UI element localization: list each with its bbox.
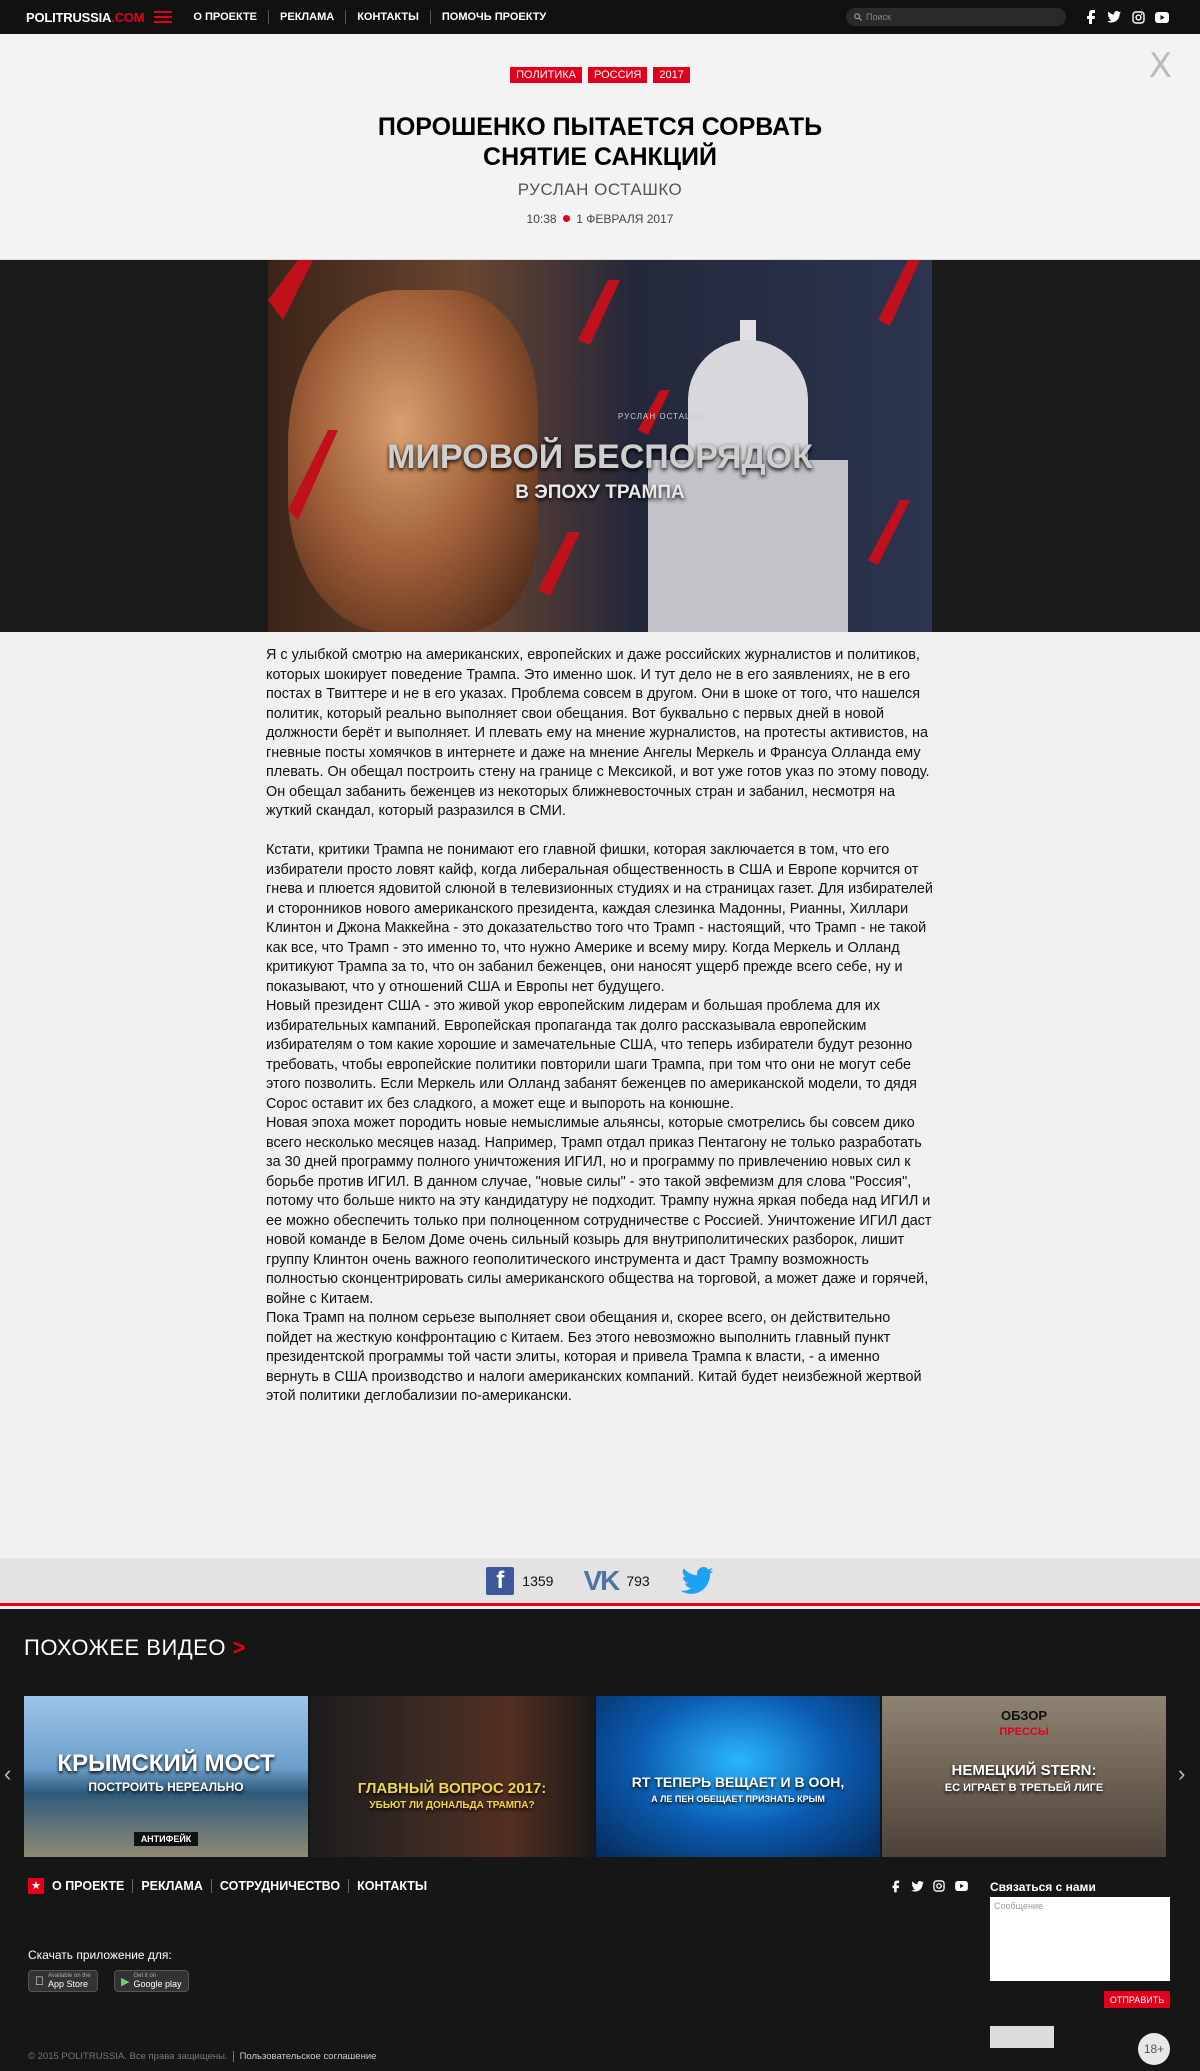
facebook-icon[interactable]	[1080, 7, 1100, 27]
paragraph: Кстати, критики Трампа не понимают его главной фишки, которая заключается в том, что его избиратели просто ловят кайф, когда либеральная общественность в США и Европе корчится от гнева и плюется ядовитой слюной в телевизионных студиях и на страницах газет. Для избирателей и сторонников нового американского президента, каждая слезинка Мадонны, Рианны, Хиллари Клинтон и Джона Маккейна - это доказательство того что Трамп - настоящий, что Трамп - не такой как все, что Трамп - это именно то, что нужно Америке и всему миру. Когда Меркель и Олланд критикуют Трампа за то, что он забанил беженцев, они наносят ущерб прежде всего себе, ну и показывают, что у отношений США и Европы нет будущего.	[266, 842, 933, 995]
hero-caption-sub: В ЭПОХУ ТРАМПА	[515, 482, 685, 503]
share-vk[interactable]	[583, 1565, 649, 1597]
tag-politics[interactable]: ПОЛИТИКА	[510, 67, 582, 83]
video-slider	[24, 1696, 1168, 1857]
hero-image	[268, 260, 932, 632]
facebook-icon: f	[486, 1567, 514, 1595]
nav-contacts[interactable]: КОНТАКТЫ	[345, 10, 430, 24]
similar-title[interactable]: ПОХОЖЕЕ ВИДЕО >	[24, 1635, 246, 1660]
footer-nav-about[interactable]: О ПРОЕКТЕ	[52, 1879, 125, 1893]
slider-prev-icon[interactable]: ‹	[4, 1761, 12, 1786]
video-title: ГЛАВНЫЙ ВОПРОС 2017:	[357, 1780, 547, 1797]
hero-caption-main: МИРОВОЙ БЕСПОРЯДОК	[387, 438, 813, 476]
similar-videos	[0, 1609, 1200, 1871]
contact-message-input[interactable]	[990, 1897, 1170, 1981]
video-kicker-sub: ПРЕССЫ	[999, 1726, 1049, 1738]
send-button[interactable]: ОТПРАВИТЬ	[1104, 1991, 1170, 2008]
video-subtitle: УБЬЮТ ЛИ ДОНАЛЬДА ТРАМПА?	[369, 1800, 535, 1811]
video-title: КРЫМСКИЙ МОСТ	[57, 1750, 275, 1777]
hero-author-mark: РУСЛАН ОСТАШКО	[618, 412, 707, 421]
article-date: 1 ФЕВРАЛЯ 2017	[576, 212, 674, 226]
search-box	[846, 8, 1066, 26]
copyright: © 2015 POLITRUSSIA. Все права защищены. Пользовательское соглашение	[28, 2051, 377, 2062]
hero-section	[0, 260, 1200, 632]
nav-donate[interactable]: ПОМОЧЬ ПРОЕКТУ	[430, 10, 557, 24]
appstore-button[interactable]	[28, 1970, 98, 1992]
video-card[interactable]	[596, 1696, 880, 1857]
share-bar	[0, 1558, 1200, 1606]
facebook-count: 1359	[522, 1572, 554, 1589]
chevron-right-icon: >	[232, 1635, 246, 1660]
share-twitter[interactable]	[680, 1567, 714, 1595]
separator-dot	[563, 215, 570, 222]
menu-icon[interactable]	[154, 11, 172, 23]
facebook-icon[interactable]	[885, 1876, 905, 1896]
search-input[interactable]	[866, 12, 1056, 22]
tag-russia[interactable]: РОССИЯ	[588, 67, 647, 83]
paragraph: Я с улыбкой смотрю на американских, европейских и даже российских журналистов и политиков, которых шокирует поведение Трампа. Это именно шок. И тут дело не в его заявлениях, не в его постах в Твиттере и не в его указах. Проблема совсем в другом. Они в шоке от того, что нашелся политик, который реально выполняет свои обещания. Вот буквально с первых дней в новой должности берёт и выполняет. И плевать ему на мнение журналистов, на протесты активистов, на гневные посты хомячков в интернете и даже на мнение Ангелы Меркель и Франсуа Олланда ему плевать. Он обещал построить стену на границе с Мексикой, и вот уже готов указ по этому поводу. Он обещал забанить беженцев из некоторых ближневосточных стран и забанил, несмотря на жуткий скандал, который разразился в СМИ.	[266, 647, 930, 819]
article-time: 10:38	[526, 212, 557, 226]
tag-list	[0, 67, 1200, 83]
footer-nav-partnership[interactable]: СОТРУДНИЧЕСТВО	[211, 1879, 348, 1893]
footer-nav-contacts[interactable]: КОНТАКТЫ	[348, 1879, 435, 1893]
nav-ads[interactable]: РЕКЛАМА	[268, 10, 345, 24]
close-icon[interactable]: X	[1148, 46, 1172, 86]
paragraph: Новый президент США - это живой укор европейским лидерам и большая проблема для их избирательных кампаний. Европейская пропаганда так долго рассказывала европейским избирателям о том какие хорошие и замечательные США, что теперь избиратели будут резонно требовать, чтобы европейские политики повторили шаги Трампа, при том что они не могут себе этого позволить. Если Меркель или Олланд забанят беженцев по американской модели, то дядя Сорос оставит их без сладкого, а может еще и выпороть на конюшне.	[266, 998, 917, 1112]
twitter-icon[interactable]	[907, 1876, 927, 1896]
video-title: RT ТЕПЕРЬ ВЕЩАЕТ И В ООН,	[631, 1774, 845, 1790]
play-icon: ▶	[121, 1975, 130, 1988]
video-subtitle: А ЛЕ ПЕН ОБЕЩАЕТ ПРИЗНАТЬ КРЫМ	[651, 1794, 825, 1804]
nav-about[interactable]: О ПРОЕКТЕ	[193, 11, 258, 23]
article-header	[0, 34, 1200, 260]
youtube-icon[interactable]	[1152, 7, 1172, 27]
footer-nav	[52, 1879, 435, 1893]
video-card[interactable]	[882, 1696, 1166, 1857]
googleplay-button[interactable]	[114, 1970, 189, 1992]
top-socials	[1080, 7, 1172, 27]
instagram-icon[interactable]	[929, 1876, 949, 1896]
partner-logo[interactable]	[990, 2026, 1054, 2048]
top-bar	[0, 0, 1200, 34]
share-facebook[interactable]	[486, 1567, 553, 1595]
youtube-icon[interactable]	[951, 1876, 971, 1896]
slider-next-icon[interactable]: ›	[1178, 1761, 1186, 1786]
star-icon: ★	[28, 1878, 44, 1894]
video-subtitle: ПОСТРОИТЬ НЕРЕАЛЬНО	[88, 1780, 244, 1794]
main-nav	[182, 10, 557, 24]
tag-2017[interactable]: 2017	[653, 67, 689, 83]
footer-nav-ads[interactable]: РЕКЛАМА	[132, 1879, 211, 1893]
vk-count: 793	[626, 1572, 650, 1589]
googleplay-label: Get it on Google play	[133, 1973, 182, 1989]
paragraph: Пока Трамп на полном серьезе выполняет свои обещания и, скорее всего, он действительно пойдет на жесткую конфронтацию с Китаем. Без этого невозможно выполнить главный пункт президентской программы той части элиты, которая и привела Трампа к власти, - а именно вернуть в США производство и налоги американских компаний. Китай будет неизбежной жертвой этой политики деглобализии по-американски.	[266, 1310, 922, 1404]
terms-link[interactable]: Пользовательское соглашение	[233, 2051, 377, 2062]
apple-icon	[35, 1974, 44, 1988]
article-dateline	[0, 212, 1200, 226]
article-title: ПОРОШЕНКО ПЫТАЕТСЯ СОРВАТЬ СНЯТИЕ САНКЦИЙ	[377, 113, 823, 171]
video-title: НЕМЕЦКИЙ STERN:	[951, 1762, 1097, 1779]
footer-socials	[885, 1876, 971, 1896]
paragraph: Новая эпоха может породить новые немыслимые альянсы, которые смотрелись бы совсем дико всего несколько месяцев назад. Например, Трамп отдал приказ Пентагону не только разработать за 30 дней программу полного уничтожения ИГИЛ, но и программу по привлечению новых сил к борьбе против ИГИЛ. В данном случае, "новые силы" - это такой эвфемизм для слова "Россия", потому что больше никто на эту кандидатуру не подходит. Трампу нужна яркая победа над ИГИЛ и ее можно обеспечить только при полноценном сотрудничестве с Россией. Уничтожение ИГИЛ даст новой команде в Белом Доме очень сильный козырь для внутриполитических разборок, лишит группу Клинтон очень важного геополитического инструмента и даст Трампу возможность полностью сконцентрировать силы американского общества на торговой, а может даже и горячей, войне с Китаем.	[266, 1115, 932, 1307]
twitter-icon	[680, 1567, 714, 1595]
video-card[interactable]	[24, 1696, 308, 1857]
article-author[interactable]: РУСЛАН ОСТАШКО	[517, 180, 683, 199]
site-logo[interactable]: POLITRUSSIA.COM	[26, 9, 145, 25]
video-kicker: ОБЗОР	[1000, 1708, 1048, 1723]
contact-title: Связаться с нами	[990, 1880, 1096, 1894]
article-body	[266, 646, 936, 1407]
age-rating-badge: 18+	[1138, 2033, 1170, 2065]
instagram-icon[interactable]	[1128, 7, 1148, 27]
vk-icon: VK	[583, 1564, 619, 1596]
search-icon	[854, 13, 862, 21]
app-download-label: Скачать приложение для:	[28, 1948, 172, 1962]
footer	[0, 1871, 1200, 2071]
video-card[interactable]	[310, 1696, 594, 1857]
appstore-label: Available on the App Store	[39, 1973, 82, 1989]
video-badge: АНТИФЕЙК	[134, 1832, 198, 1846]
video-subtitle: ЕС ИГРАЕТ В ТРЕТЬЕЙ ЛИГЕ	[944, 1782, 1104, 1794]
twitter-icon[interactable]	[1104, 7, 1124, 27]
